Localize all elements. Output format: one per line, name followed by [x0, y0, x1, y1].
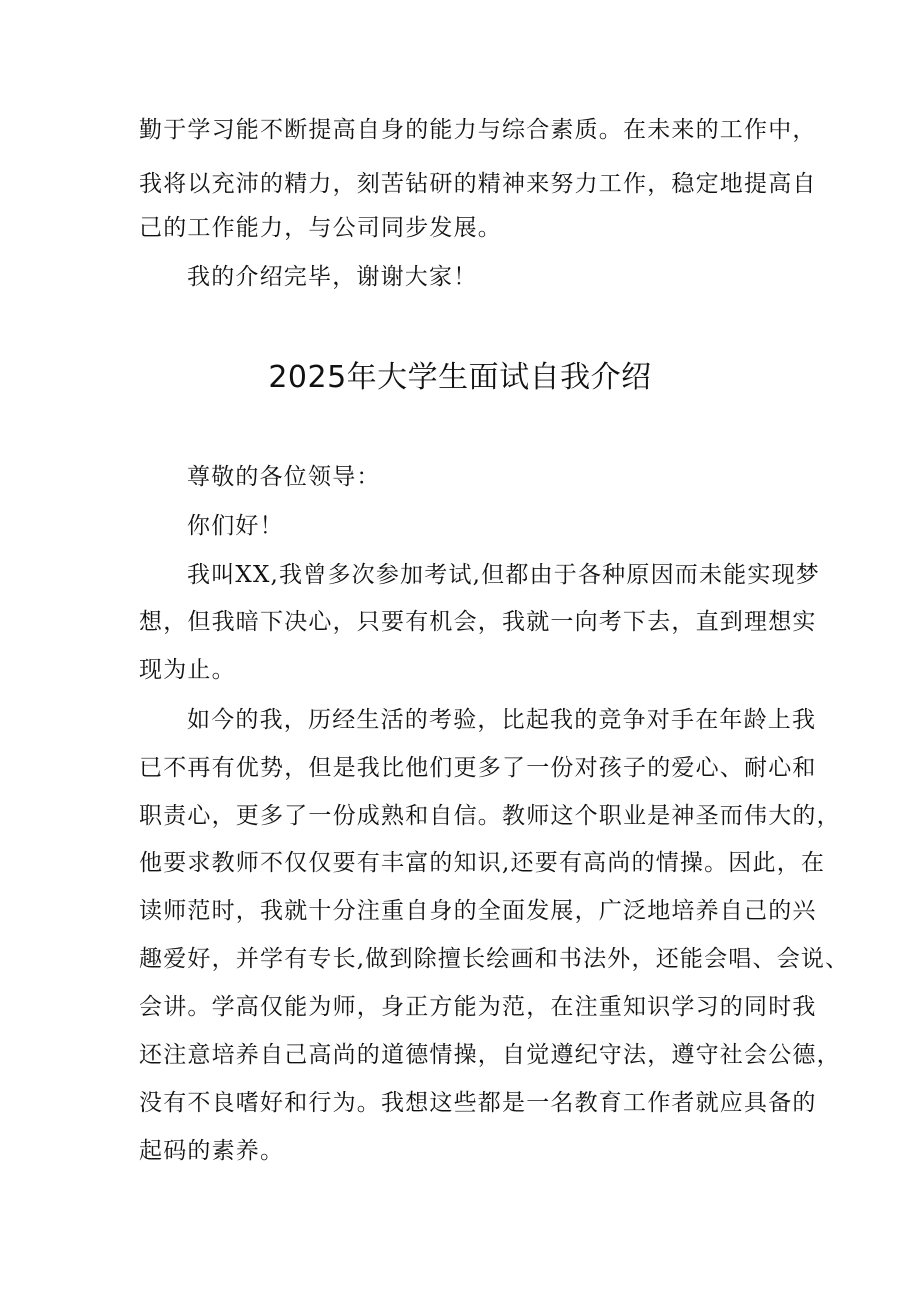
paragraph-line: 如今的我，历经生活的考验，比起我的竞争对手在年龄上我	[187, 707, 817, 733]
paragraph-line: 职责心，更多了一份成熟和自信。教师这个职业是神圣而伟大的，	[139, 803, 841, 829]
paragraph-line: 没有不良嗜好和行为。我想这些都是一名教育工作者就应具备的	[139, 1090, 817, 1116]
greeting: 你们好！	[187, 513, 284, 539]
paragraph-line: 他要求教师不仅仅要有丰富的知识,还要有高尚的情操。因此，在	[139, 850, 826, 876]
paragraph-line: 读师范时，我就十分注重自身的全面发展，广泛地培养自己的兴	[139, 898, 817, 924]
paragraph-line: 想，但我暗下决心，只要有机会，我就一向考下去，直到理想实	[139, 609, 817, 635]
paragraph-line: 已不再有优势，但是我比他们更多了一份对孩子的爱心、耐心和	[139, 755, 817, 781]
text-line: 勤于学习能不断提高自身的能力与综合素质。在未来的工作中，	[139, 117, 817, 143]
document-title: 2025年大学生面试自我介绍	[268, 360, 652, 395]
text-line: 己的工作能力，与公司同步发展。	[139, 215, 502, 241]
paragraph-line: 趣爱好，并学有专长,做到除擅长绘画和书法外，还能会唱、会说、	[139, 946, 850, 972]
paragraph-line: 会讲。学高仅能为师，身正方能为范，在注重知识学习的同时我	[139, 994, 817, 1020]
text-line: 我将以充沛的精力，刻苦钻研的精神来努力工作，稳定地提高自	[139, 171, 817, 197]
paragraph-line: 我叫XX,我曾多次参加考试,但都由于各种原因而未能实现梦	[187, 562, 820, 588]
paragraph-line: 还注意培养自己高尚的道德情操，自觉遵纪守法，遵守社会公德，	[139, 1042, 841, 1068]
salutation: 尊敬的各位领导：	[187, 464, 381, 490]
paragraph-line: 现为止。	[139, 657, 236, 683]
closing-line: 我的介绍完毕，谢谢大家！	[187, 264, 478, 290]
paragraph-line: 起码的素养。	[139, 1138, 285, 1164]
